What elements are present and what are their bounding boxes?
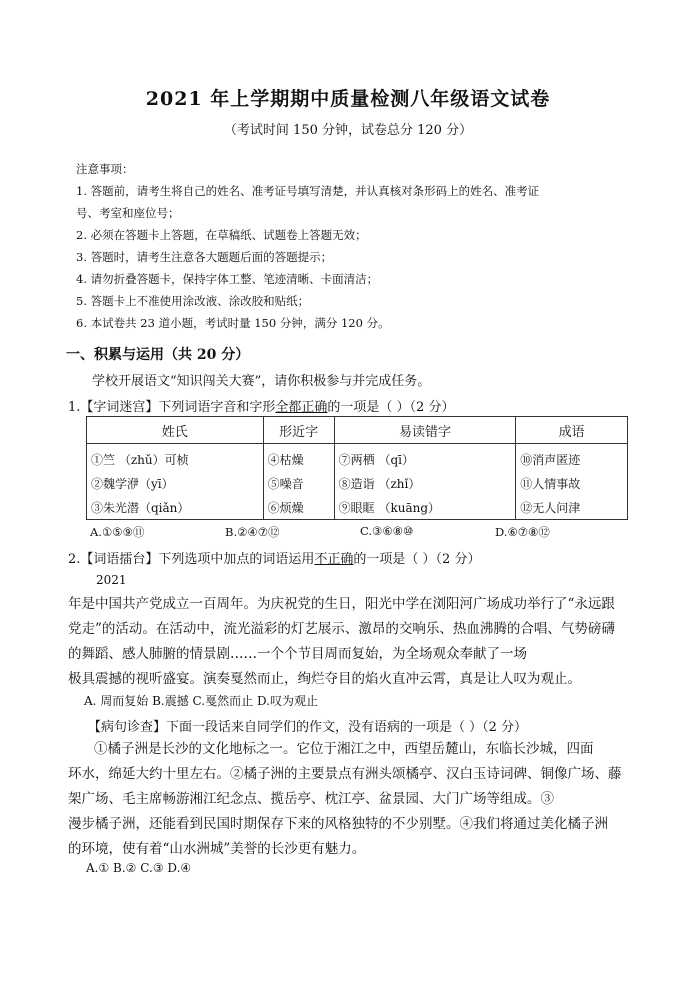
passage-line: 的环境，使有着“山水洲城”美誉的长沙更有魅力。 [68,841,366,857]
table-header: 易读错字 [334,417,516,444]
table-cell: ⑤噪音 [263,471,334,495]
exam-duration-note: （考试时间 150 分钟，试卷总分 120 分） [223,123,473,138]
instruction-item: 6. 本试卷共 23 道小题，考试时量 150 分钟，满分 120 分。 [76,316,390,330]
table-cell: ④枯燥 [263,444,334,472]
question-2-stem [68,548,480,567]
table-header: 成语 [516,417,628,444]
instruction-item: 2. 必须在答题卡上答题，在草稿纸、试题卷上答题无效； [76,228,367,242]
passage-line: ①橘子洲是长沙的文化地标之一。它位于湘江之中，西望岳麓山，东临长沙城，四面 [94,741,594,757]
table-cell: ⑦两栖 （qī） [334,444,516,472]
question-3-stem: 【病句诊查】下面一段话来自同学们的作文，没有语病的一项是（ ）（2 分） [88,720,528,735]
option-a: A.①⑤⑨⑪ [90,525,145,539]
table-row [87,471,628,495]
passage-line: 极具震撼的视听盛宴。演奏戛然而止，绚烂夺目的焰火直冲云霄，真是让人叹为观止。 [68,671,581,687]
question-2-options: A. 周而复始 B.震撼 C.戛然而止 D.叹为观止 [84,694,318,708]
table-header: 姓氏 [87,417,264,444]
question-1-emphasis: 全都正确 [275,400,328,415]
instruction-item: 4. 请勿折叠答题卡，保持字体工整、笔迹清晰、卡面清洁； [76,272,379,286]
option-b: B.②④⑦⑫ [225,525,280,539]
table-cell: ⑧造诣 （zhǐ） [334,471,516,495]
passage-line: 环水，绵延大约十里左右。②橘子洲的主要景点有洲头颂橘亭、汉白玉诗词碑、铜像广场、藤 [68,766,622,782]
table-cell: ⑪人情事故 [516,471,628,495]
table-row [87,495,628,520]
section-heading: 一、积累与运用（共 20 分） [66,347,250,363]
instruction-item: 5. 答题卡上不准使用涂改液、涂改胶和贴纸； [76,294,310,308]
table-header: 形近字 [263,417,334,444]
passage-line: 年是中国共产党成立一百周年。为庆祝党的生日，阳光中学在浏阳河广场成功举行了“永远跟 [68,596,615,612]
option-c: C.③⑥⑧⑩ [360,524,414,538]
table-cell: ②魏学洢（yī） [87,471,264,495]
page-title: 2021 年上学期期中质量检测八年级语文试卷 [145,88,551,110]
passage-line: 漫步橘子洲，还能看到民国时期保存下来的风格独特的不少别墅。④我们将通过美化橘子洲 [68,816,608,832]
question-2-passage [68,592,634,692]
question-1-table [86,416,628,520]
instructions [76,158,636,334]
instruction-item: 号、考室和座位号； [76,206,180,220]
passage-line: 党走”的活动。在活动中，流光溢彩的灯艺展示、激昂的交响乐、热血沸腾的合唱、气势磅礴 [68,621,615,637]
passage-year: 2021 [96,573,127,587]
question-1-stem [68,396,454,415]
option-d: D.⑥⑦⑧⑫ [495,525,550,539]
table-cell: ③朱光潜（qiǎn） [87,495,264,520]
table-cell: ⑨眼眶 （kuāng） [334,495,516,520]
question-1-suffix: 的一项是（ ）（2 分） [327,400,455,415]
table-cell: ⑥烦燥 [263,495,334,520]
question-2-prefix: 2.【词语擂台】下列选项中加点的词语运用 [68,552,315,567]
table-row [87,444,628,472]
instruction-item: 3. 答题时，请考生注意各大题题后面的答题提示； [76,250,333,264]
question-3-options: A.① B.② C.③ D.④ [86,861,192,875]
passage-line: 架广场、毛主席畅游湘江纪念点、揽岳亭、枕江亭、盆景园、大门广场等组成。③ [68,791,554,807]
passage-line: 的舞蹈、感人肺腑的情景剧……一个个节目周而复始，为全场观众奉献了一场 [68,646,527,662]
question-3-passage [68,737,634,862]
question-1-prefix: 1.【字词迷宫】下列词语字音和字形 [68,400,276,415]
table-cell: ①竺 （zhǔ）可桢 [87,444,264,472]
instructions-heading: 注意事项： [76,162,134,176]
question-2-emphasis: 不正确 [314,552,354,567]
instruction-item: 1. 答题前，请考生将自己的姓名、准考证号填写清楚，并认真核对条形码上的姓名、准考证 [76,184,540,198]
section-intro: 学校开展语文“知识闯关大赛”，请你积极参与并完成任务。 [92,374,431,389]
question-1-options [90,524,630,540]
table-cell: ⑫无人问津 [516,495,628,520]
table-cell: ⑩消声匿迹 [516,444,628,472]
question-2-suffix: 的一项是（ ）（2 分） [353,552,481,567]
